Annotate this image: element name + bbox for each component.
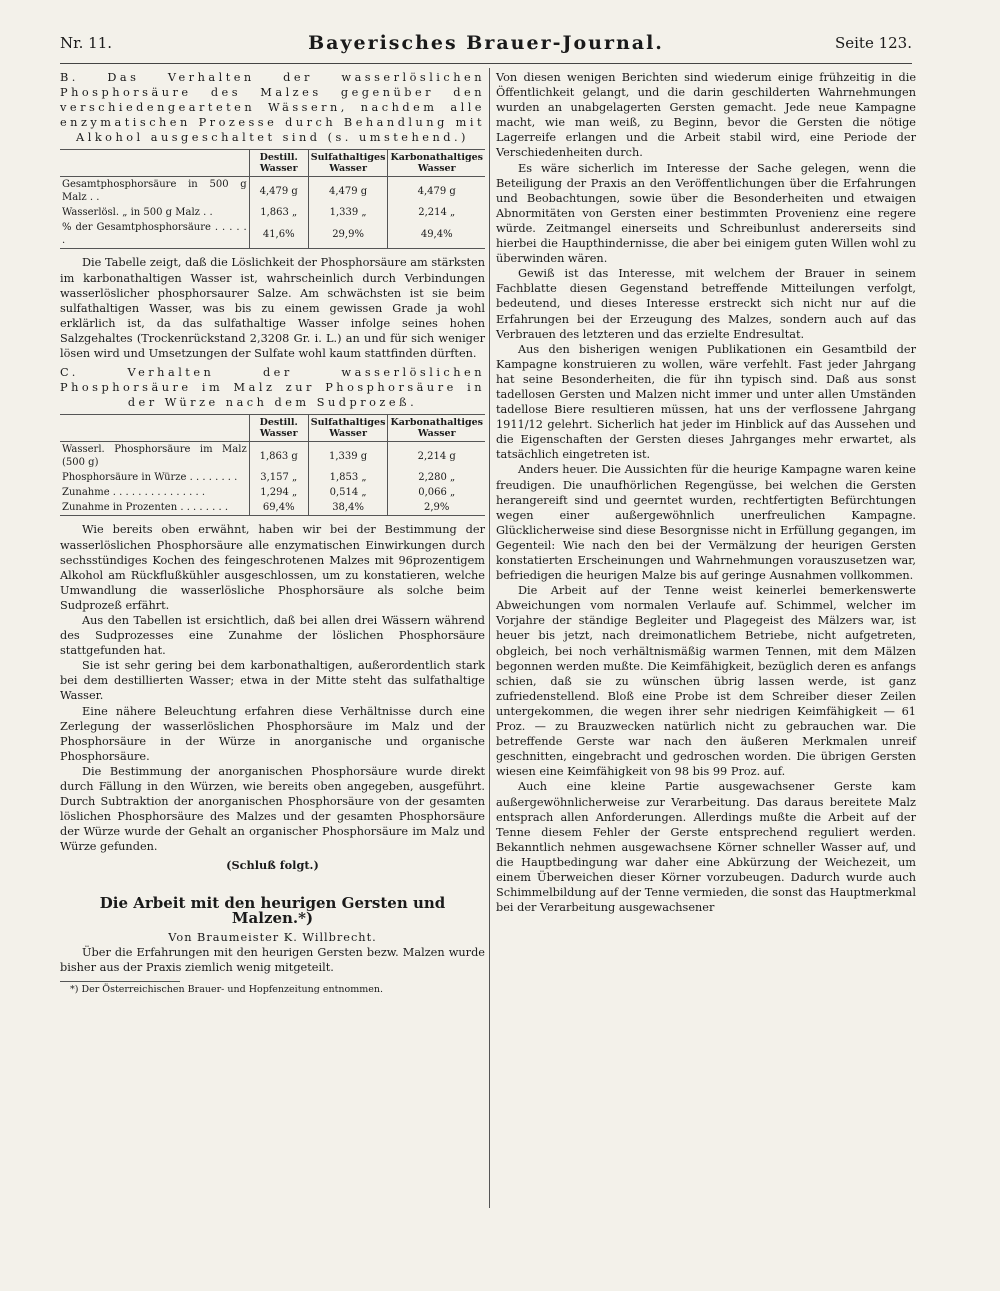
cell-carbonate: 2,214 „ <box>388 205 485 220</box>
paragraph: Aus den Tabellen ist ersichtlich, daß bei allen drei Wässern während des Sudprozesses eine Zunahme der löslichen Phosphorsäure stattgefunden hat. <box>60 613 485 658</box>
cell-carbonate: 2,280 „ <box>388 470 485 485</box>
paragraph: Die Bestimmung der anorganischen Phosphorsäure wurde direkt durch Fällung in den Würzen, wie bereits oben angegeben, ausgeführt. Durch Subtraktion der anorganischen Phosphorsäure von der gesamten löslichen Phosphorsäure des Malzes und der gesamten Phosphorsäure der Würze wurde der Gehalt an organischer Phosphorsäure im Malz und Würze gefunden. <box>60 764 485 854</box>
table-row <box>60 177 485 206</box>
row-label: % der Gesamtphosphorsäure . . . . . . <box>62 222 247 247</box>
cell-sulfate: 1,339 g <box>308 442 388 471</box>
column-divider <box>489 68 490 1208</box>
table-b <box>60 149 485 249</box>
table-header-destilled: Destill. Wasser <box>249 415 308 442</box>
row-label: Zunahme in Prozenten . . . . . . . . <box>62 502 229 514</box>
cell-destilled: 1,863 g <box>249 442 308 471</box>
paragraph: Es wäre sicherlich im Interesse der Sache gelegen, wenn die Beteiligung der Praxis an den Veröffentlichungen über die Erfahrungen und Beobachtungen, sowie über die Besonderheiten und etwaigen Abnormitäten von Gersten einer bestimmten Provenienz eine regere würde. Zeitmangel einerseits und Schreibunlust andererseits sind hierbei die Haupthindernisse, die aber bei einigem guten Willen wohl zu überwinden wären. <box>496 161 916 266</box>
cell-carbonate: 4,479 g <box>388 177 485 206</box>
table-row <box>60 205 485 220</box>
table-header-row <box>60 150 485 177</box>
table-row <box>60 442 485 471</box>
article-title: Die Arbeit mit den heurigen Gersten und Malzen.*) <box>99 893 446 927</box>
paragraph: Anders heuer. Die Aussichten für die heurige Kampagne waren keine freudigen. Die unaufhörlichen Regengüsse, bei welchen die Gersten herangereift sind und geerntet wurden, rechtfertigten Befürchtungen wegen einer außergewöhnlich unerfreulichen Kampagne. Glücklicherweise sind diese Besorgnisse nicht in Erfüllung gegangen, im Gegenteil: Wie nach den bei der Vermälzung der heurigen Gersten konstatierten Erscheinungen und Wahrnehmungen vorauszusetzen war, befriedigen die heurigen Malze bis auf geringe Ausnahmen vollkommen. <box>496 463 916 583</box>
table-header-label <box>60 150 249 177</box>
page-header <box>60 30 912 60</box>
table-row <box>60 470 485 485</box>
table-header-row <box>60 415 485 442</box>
section-c-title: C. Verhalten der wasserlöslichen Phosphorsäure im Malz zur Phosphorsäure in der Würze nach dem Sudprozeß. <box>60 366 485 410</box>
article-byline: Von Braumeister K. Willbrecht. <box>168 930 377 944</box>
cell-sulfate: 1,853 „ <box>308 470 388 485</box>
row-label: Wasserl. Phosphorsäure im Malz (500 g) <box>62 444 247 469</box>
to-be-continued: (Schluß folgt.) <box>226 858 319 873</box>
journal-title: Bayerisches Brauer-Journal. <box>308 32 664 54</box>
cell-destilled: 41,6% <box>249 220 308 249</box>
row-label: Zunahme . . . . . . . . . . . . . . . <box>62 487 205 499</box>
row-label: Gesamtphosphorsäure in 500 g Malz . . <box>62 179 247 204</box>
table-header-sulfate: Sulfathaltiges Wasser <box>308 415 388 442</box>
header-rule <box>60 63 912 64</box>
footnote: *) Der Österreichischen Brauer- und Hopfenzeitung entnommen. <box>70 984 384 996</box>
section-b-title: B. Das Verhalten der wasserlöslichen Phosphorsäure des Malzes gegenüber den verschiedengearteten Wässern, nachdem alle enzymatischen Prozesse durch Behandlung mit Alkohol ausgeschaltet sind (s. umstehend.) <box>60 71 485 145</box>
cell-carbonate: 0,066 „ <box>388 485 485 500</box>
table-header-carbonate: Karbonathaltiges Wasser <box>388 415 485 442</box>
table-row <box>60 220 485 249</box>
table-row <box>60 485 485 500</box>
table-c <box>60 414 485 516</box>
cell-sulfate: 29,9% <box>308 220 388 249</box>
row-label: Wasserlösl. „ in 500 g Malz . . <box>62 207 213 219</box>
cell-destilled: 69,4% <box>249 500 308 516</box>
paragraph: Auch eine kleine Partie ausgewachsener Gerste kam außergewöhnlicherweise zur Verarbeitung. Das daraus bereitete Malz entsprach allen Anforderungen. Allerdings mußte die Arbeit auf der Tenne diesem Fehler der Gerste entsprechend reguliert werden. Bekanntlich nehmen ausgewachsene Körner schneller Wasser auf, und die Hauptbedingung war daher eine Abkürzung der Weichezeit, um einem Überweichen dieser Körner vorzubeugen. Dadurch wurde auch Schimmelbildung auf der Tenne vermieden, die sonst das Hauptmerkmal bei der Verarbeitung ausgewachsener <box>496 780 916 915</box>
left-column <box>60 70 485 996</box>
row-label: Phosphorsäure in Würze . . . . . . . . <box>62 472 238 484</box>
table-header-sulfate: Sulfathaltiges Wasser <box>308 150 388 177</box>
paragraph: Die Arbeit auf der Tenne weist keinerlei bemerkenswerte Abweichungen vom normalen Verlaufe auf. Schimmel, welcher im Vorjahre der ständige Begleiter und Plagegeist des Mälzers war, ist heuer bis jetzt, nach dreimonatlichem Betriebe, nicht aufgetreten, obgleich, bei noch verhältnismäßig warmen Tennen, mit dem Mälzen begonnen werden mußte. Die Keimfähigkeit, bezüglich deren es anfangs schien, daß sie zu wünschen übrig lassen werde, ist ganz zufriedenstellend. Bloß eine Probe ist dem Schreiber dieser Zeilen untergekommen, die wegen ihrer sehr niedrigen Keimfähigkeit — 61 Proz. — zu Brauzwecken natürlich nicht zu gebrauchen war. Die betreffende Gerste war nach den äußeren Merkmalen unreif geschnitten, eingebracht und gedroschen worden. Die übrigen Gersten wiesen eine Keimfähigkeit von 98 bis 99 Proz. auf. <box>496 584 916 779</box>
cell-carbonate: 2,9% <box>388 500 485 516</box>
paragraph: Die Tabelle zeigt, daß die Löslichkeit der Phosphorsäure am stärksten im karbonathaltigen Wasser ist, wahrscheinlich durch Verbindungen wasserlöslicher phosphorsaurer Salze. Am schwächsten ist sie beim sulfathaltigen Wasser, was bis zu einem gewissen Grade ja wohl erklärlich ist, da das sulfathaltige Wasser infolge seines hohen Salzgehaltes (Trockenrückstand 2,3208 Gr. i. L.) an und für sich weniger lösen wird und Umsetzungen der Sulfate wohl kaum stattfinden dürften. <box>60 256 485 361</box>
table-header-carbonate: Karbonathaltiges Wasser <box>388 150 485 177</box>
paragraph: Aus den bisherigen wenigen Publikationen ein Gesamtbild der Kampagne konstruieren zu wollen, wäre verfehlt. Fast jeder Jahrgang hat seine Besonderheiten, die für ihn typisch sind. Daß aus sonst tadellosen Gersten und Malzen nicht immer und unter allen Umständen tadellose Biere resultieren müssen, hat uns der verflossene Jahrgang 1911/12 gelehrt. Sicherlich hat jeder im Hinblick auf das Aussehen und die Eigenschaften der Gersten dieses Jahrganges mehr erwartet, als tatsächlich eingetreten ist. <box>496 342 916 462</box>
table-header-destilled: Destill. Wasser <box>249 150 308 177</box>
page-number: Seite 123. <box>834 34 912 52</box>
cell-sulfate: 4,479 g <box>308 177 388 206</box>
cell-sulfate: 38,4% <box>308 500 388 516</box>
table-header-label <box>60 415 249 442</box>
paragraph: Wie bereits oben erwähnt, haben wir bei der Bestimmung der wasserlöslichen Phosphorsäure alle enzymatischen Einwirkungen durch sechsstündiges Kochen des feingeschrotenen Malzes mit 96prozentigem Alkohol am Rückflußkühler ausgeschlossen, um zu konstatieren, welche Umwandlung die wasserlösliche Phosphorsäure als solche beim Sudprozeß erfährt. <box>60 523 485 612</box>
cell-destilled: 4,479 g <box>249 177 308 206</box>
cell-destilled: 1,863 „ <box>249 205 308 220</box>
cell-destilled: 3,157 „ <box>249 470 308 485</box>
cell-sulfate: 0,514 „ <box>308 485 388 500</box>
paragraph: Über die Erfahrungen mit den heurigen Gersten bezw. Malzen wurde bisher aus der Praxis ziemlich wenig mitgeteilt. <box>60 945 485 974</box>
footnote-rule <box>60 981 180 982</box>
paragraph: Von diesen wenigen Berichten sind wiederum einige frühzeitig in die Öffentlichkeit gelangt, und die darin geschilderten Wahrnehmungen wurden an unabgelagerten Gersten gemacht. Jede neue Kampagne macht, wie man weiß, zu Beginn, bevor die Gersten die nötige Lagerreife erlangen und die Arbeit stabil wird, eine Periode der Verschiedenheiten durch. <box>496 71 916 160</box>
cell-sulfate: 1,339 „ <box>308 205 388 220</box>
paragraph: Eine nähere Beleuchtung erfahren diese Verhältnisse durch eine Zerlegung der wasserlöslichen Phosphorsäure im Malz und der Phosphorsäure in der Würze in anorganische und organische Phosphorsäure. <box>60 704 485 763</box>
cell-carbonate: 2,214 g <box>388 442 485 471</box>
table-row <box>60 500 485 516</box>
cell-carbonate: 49,4% <box>388 220 485 249</box>
right-column <box>496 70 916 915</box>
paragraph: Sie ist sehr gering bei dem karbonathaltigen, außerordentlich stark bei dem destillierten Wasser; etwa in der Mitte steht das sulfathaltige Wasser. <box>60 659 485 703</box>
paragraph: Gewiß ist das Interesse, mit welchem der Brauer in seinem Fachblatte diesen Gegenstand betreffende Mitteilungen verfolgt, bedeutend, und dieses Interesse erstreckt sich nicht nur auf die Erfahrungen bei der Erzeugung des Malzes, sondern auch auf das Verbrauen des letzteren und das erzielte Endresultat. <box>496 267 916 341</box>
cell-destilled: 1,294 „ <box>249 485 308 500</box>
issue-number: Nr. 11. <box>60 34 113 52</box>
